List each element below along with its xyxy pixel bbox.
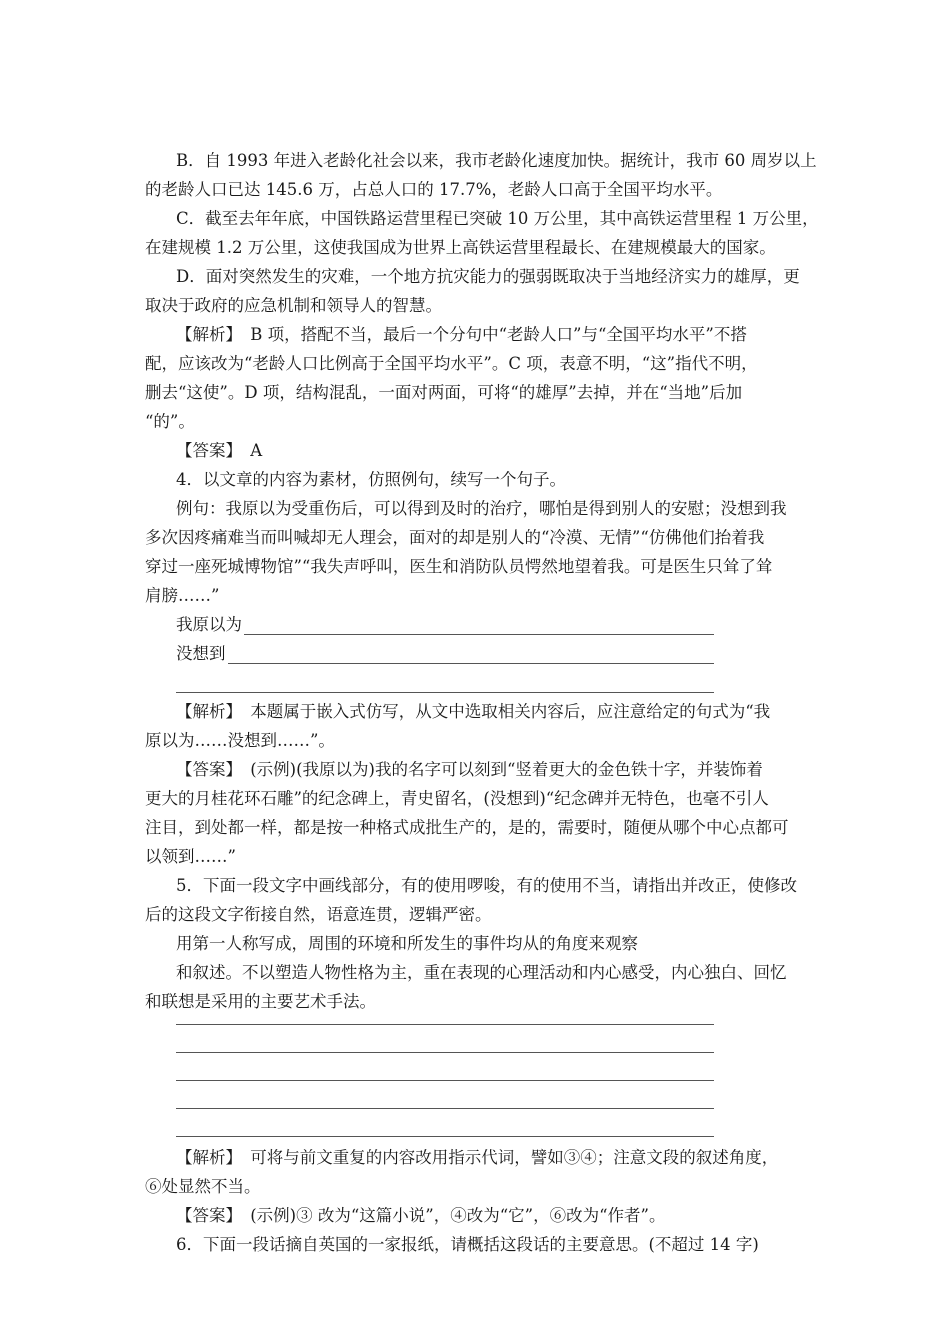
option-d-line-2: 取决于政府的应急机制和领导人的智慧。 bbox=[145, 296, 442, 315]
q5-answer-line-1[interactable] bbox=[176, 1024, 714, 1025]
q3-analysis-line-4: “的”。 bbox=[145, 412, 195, 431]
q5-answer-line-5[interactable] bbox=[176, 1136, 714, 1137]
q5-passage-line-3: 和联想是采用的主要艺术手法。 bbox=[145, 992, 376, 1011]
q5-stem-line-2: 后的这段文字衔接自然，语意连贯，逻辑严密。 bbox=[145, 905, 492, 924]
q4-blank2-label: 没想到 bbox=[176, 644, 226, 663]
q3-analysis-line-2: 配，应该改为“老龄人口比例高于全国平均水平”。C 项，表意不明，“这”指代不明， bbox=[145, 354, 758, 373]
q4-answer-line-2: 更大的月桂花环石雕”的纪念碑上，青史留名，(没想到)“纪念碑并无特色，也毫不引人 bbox=[145, 789, 769, 808]
q5-answer-line-3[interactable] bbox=[176, 1080, 714, 1081]
q4-analysis-line-1: 【解析】 本题属于嵌入式仿写，从文中选取相关内容后，应注意给定的句式为“我 bbox=[176, 702, 771, 721]
q3-analysis-line-3: 删去“这使”。D 项，结构混乱，一面对两面，可将“的雄厚”去掉，并在“当地”后加 bbox=[145, 383, 743, 402]
option-c-line-2: 在建规模 1.2 万公里，这使我国成为世界上高铁运营里程最长、在建规模最大的国家。 bbox=[145, 238, 776, 257]
q4-answer-line-4: 以领到……” bbox=[145, 847, 236, 866]
option-c-line-1: C．截至去年年底，中国铁路运营里程已突破 10 万公里，其中高铁运营里程 1 万公里， bbox=[176, 209, 819, 228]
q4-example-line-4: 肩膀……” bbox=[145, 586, 220, 605]
q4-analysis-line-2: 原以为……没想到……”。 bbox=[145, 731, 335, 750]
option-d-line-1: D．面对突然发生的灾难，一个地方抗灾能力的强弱既取决于当地经济实力的雄厚，更 bbox=[176, 267, 800, 286]
q3-answer: 【答案】 A bbox=[176, 441, 263, 460]
q4-blank1-answer-line[interactable] bbox=[244, 634, 714, 635]
q5-passage-line-1: 用第一人称写成，周围的环境和所发生的事件均从的角度来观察 bbox=[176, 934, 638, 953]
q4-blank1-label: 我原以为 bbox=[176, 615, 242, 634]
q5-analysis-line-2: ⑥处显然不当。 bbox=[145, 1177, 261, 1196]
q5-answer-line-2[interactable] bbox=[176, 1052, 714, 1053]
q5-stem-line-1: 5．下面一段文字中画线部分，有的使用啰唆，有的使用不当，请指出并改正，使修改 bbox=[176, 876, 797, 895]
option-b-line-1: B．自 1993 年进入老龄化社会以来，我市老龄化速度加快。据统计，我市 60 周岁以上 bbox=[176, 151, 817, 170]
q4-blank3-answer-line[interactable] bbox=[176, 692, 714, 693]
q4-example-line-3: 穿过一座死城博物馆”“我失声呼叫，医生和消防队员愕然地望着我。可是医生只耸了耸 bbox=[145, 557, 773, 576]
q4-stem: 4．以文章的内容为素材，仿照例句，续写一个句子。 bbox=[176, 470, 566, 489]
q6-stem: 6．下面一段话摘自英国的一家报纸，请概括这段话的主要意思。(不超过 14 字) bbox=[176, 1235, 759, 1254]
q5-analysis-line-1: 【解析】 可将与前文重复的内容改用指示代词，譬如③④；注意文段的叙述角度， bbox=[176, 1148, 779, 1167]
q5-answer-line-4[interactable] bbox=[176, 1108, 714, 1109]
option-b-line-2: 的老龄人口已达 145.6 万，占总人口的 17.7%，老龄人口高于全国平均水平。 bbox=[145, 180, 723, 199]
q5-answer: 【答案】 (示例)③ 改为“这篇小说”，④改为“它”，⑥改为“作者”。 bbox=[176, 1206, 666, 1225]
q4-answer-line-3: 注目，到处都一样，都是按一种格式成批生产的，是的，需要时，随便从哪个中心点都可 bbox=[145, 818, 789, 837]
q5-passage-line-2: 和叙述。不以塑造人物性格为主，重在表现的心理活动和内心感受，内心独白、回忆 bbox=[176, 963, 787, 982]
q4-blank2-answer-line[interactable] bbox=[228, 663, 714, 664]
q4-example-line-2: 多次因疼痛难当而叫喊却无人理会，面对的却是别人的“冷漠、无情”“仿佛他们抬着我 bbox=[145, 528, 765, 547]
q4-example-line-1: 例句：我原以为受重伤后，可以得到及时的治疗，哪怕是得到别人的安慰；没想到我 bbox=[176, 499, 787, 518]
q4-answer-line-1: 【答案】 (示例)(我原以为)我的名字可以刻到“竖着更大的金色铁十字，并装饰着 bbox=[176, 760, 763, 779]
q3-analysis-line-1: 【解析】 B 项，搭配不当，最后一个分句中“老龄人口”与“全国平均水平”不搭 bbox=[176, 325, 747, 344]
